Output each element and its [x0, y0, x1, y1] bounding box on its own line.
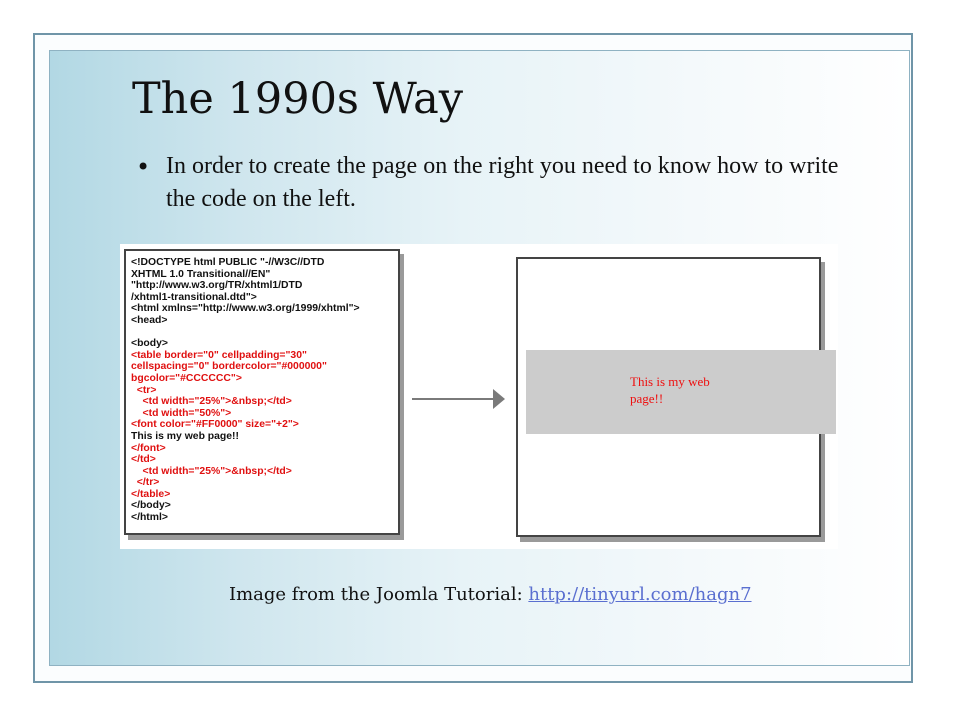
code-line: </td> — [131, 454, 156, 466]
rendered-table-band — [526, 350, 836, 434]
code-line: </font> — [131, 442, 166, 454]
code-line: XHTML 1.0 Transitional//EN" — [131, 268, 271, 280]
slide-title: The 1990s Way — [132, 74, 464, 124]
code-line: /xhtml1-transitional.dtd"> — [131, 291, 257, 303]
code-line: </html> — [131, 512, 168, 524]
image-caption — [229, 584, 752, 605]
code-line: <html xmlns="http://www.w3.org/1999/xhtml"> — [131, 303, 360, 315]
code-line: <tr> — [131, 384, 157, 396]
arrow-shaft — [412, 398, 494, 400]
bullet-dot-icon: • — [136, 153, 151, 181]
code-to-page-figure — [120, 244, 838, 549]
code-lines — [131, 257, 360, 524]
code-line: <body> — [131, 338, 168, 350]
code-line: </tr> — [131, 477, 160, 489]
code-line: bgcolor="#CCCCCC"> — [131, 372, 242, 384]
code-line: <font color="#FF0000" size="+2"> — [131, 419, 299, 431]
code-line: <td width="25%">&nbsp;</td> — [131, 396, 292, 408]
tutorial-link[interactable]: http://tinyurl.com/hagn7 — [528, 584, 752, 605]
code-line — [131, 327, 360, 339]
code-line: <!DOCTYPE html PUBLIC "-//W3C//DTD — [131, 257, 325, 268]
code-line: <table border="0" cellpadding="30" — [131, 349, 307, 361]
caption-text: Image from the Joomla Tutorial: — [229, 584, 529, 605]
html-code-window — [124, 249, 400, 535]
bullet-text: In order to create the page on the right you need to know how to write the code on the left. — [166, 153, 839, 212]
rendered-page-window — [516, 257, 821, 537]
rendered-page-text: This is my web page!! — [630, 374, 710, 406]
code-line: </body> — [131, 500, 171, 512]
code-line: <td width="50%"> — [131, 407, 232, 419]
code-line: <td width="25%">&nbsp;</td> — [131, 465, 292, 477]
code-line: "http://www.w3.org/TR/xhtml1/DTD — [131, 280, 303, 292]
code-line: This is my web page!! — [131, 430, 239, 442]
right-arrow-icon — [493, 389, 505, 409]
code-line: <head> — [131, 314, 168, 326]
code-line: </table> — [131, 488, 171, 500]
code-line: cellspacing="0" bordercolor="#000000" — [131, 361, 327, 373]
